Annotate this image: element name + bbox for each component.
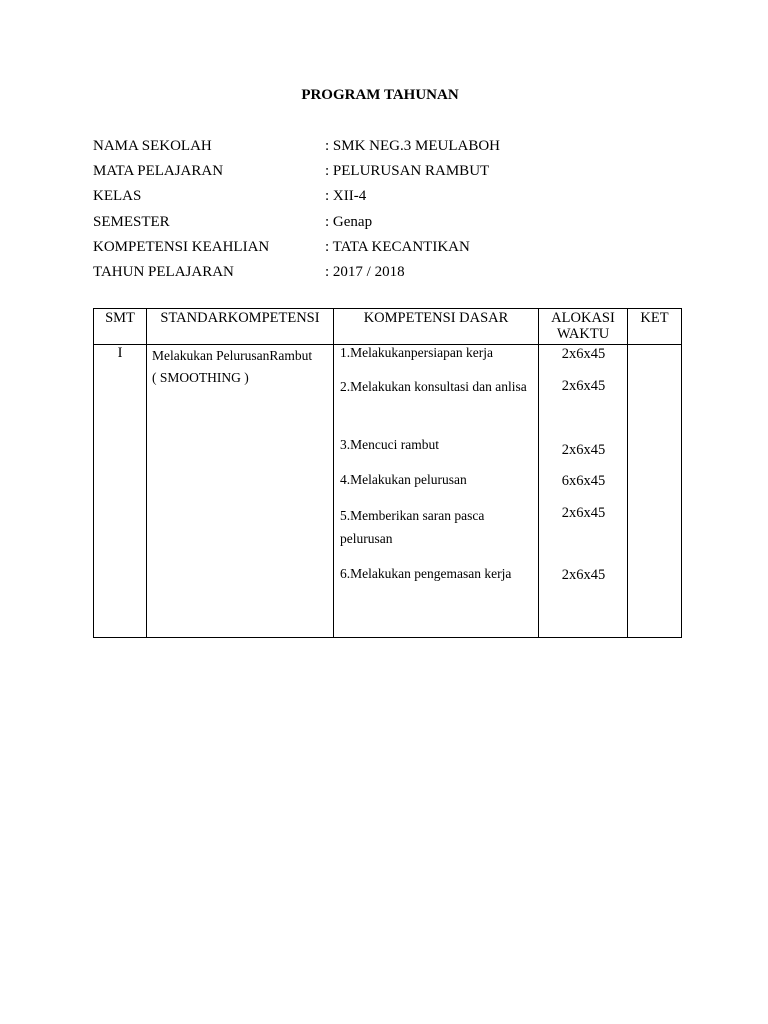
document-title: PROGRAM TAHUNAN — [301, 87, 459, 103]
alokasi-item: 2x6x45 — [561, 346, 606, 362]
info-row-tahun-pelajaran — [93, 262, 500, 287]
info-value: : 2017 / 2018 — [325, 263, 405, 280]
alokasi-item: 2x6x45 — [561, 442, 606, 458]
cell-kompetensi-dasar — [334, 345, 539, 638]
kompetensi-item: 5.Memberikan saran pasca pelurusan — [340, 508, 485, 546]
alokasi-item: 6x6x45 — [561, 473, 606, 489]
header-ket: KET — [628, 309, 682, 345]
table-header-row — [94, 309, 682, 345]
kompetensi-item: 6.Melakukan pengemasan kerja — [340, 566, 512, 581]
info-value: : TATA KECANTIKAN — [325, 238, 470, 255]
info-label: TAHUN PELAJARAN — [93, 263, 234, 280]
info-label: SEMESTER — [93, 213, 170, 230]
info-row-mata-pelajaran — [93, 161, 500, 186]
smt-value: I — [117, 345, 123, 361]
info-row-kompetensi-keahlian — [93, 237, 500, 262]
table-row — [94, 345, 682, 638]
info-label: MATA PELAJARAN — [93, 163, 224, 180]
cell-smt — [94, 345, 147, 638]
program-table — [93, 308, 682, 638]
info-value: : PELURUSAN RAMBUT — [325, 163, 490, 180]
kompetensi-item: 2.Melakukan konsultasi dan anlisa — [340, 379, 527, 394]
header-standar-kompetensi: STANDARKOMPETENSI — [147, 309, 334, 345]
standar-kompetensi-text — [147, 345, 333, 389]
cell-alokasi-waktu — [539, 345, 628, 638]
info-value: : SMK NEG.3 MEULABOH — [325, 138, 501, 154]
kompetensi-item: 1.Melakukanpersiapan kerja — [340, 345, 493, 360]
cell-standar-kompetensi — [147, 345, 334, 638]
alokasi-item: 2x6x45 — [561, 378, 606, 394]
info-row-kelas — [93, 186, 500, 211]
info-label: NAMA SEKOLAH — [93, 138, 212, 154]
header-kompetensi-dasar: KOMPETENSI DASAR — [334, 309, 539, 345]
info-value: : Genap — [325, 213, 373, 230]
info-value: : XII-4 — [325, 188, 367, 205]
header-alokasi-waktu: ALOKASI WAKTU — [539, 309, 628, 345]
standar-line-2: ( SMOOTHING ) — [152, 370, 249, 385]
alokasi-item: 2x6x45 — [561, 567, 606, 583]
info-row-nama-sekolah — [93, 136, 500, 161]
info-label: KELAS — [93, 188, 142, 205]
header-smt: SMT — [94, 309, 147, 345]
info-block — [93, 136, 500, 287]
info-row-semester — [93, 212, 500, 237]
info-label: KOMPETENSI KEAHLIAN — [93, 238, 270, 255]
standar-line-1: Melakukan PelurusanRambut — [152, 348, 313, 363]
kompetensi-item: 3.Mencuci rambut — [340, 437, 439, 452]
cell-ket — [628, 345, 682, 638]
kompetensi-item: 4.Melakukan pelurusan — [340, 472, 467, 487]
alokasi-item: 2x6x45 — [561, 505, 606, 521]
